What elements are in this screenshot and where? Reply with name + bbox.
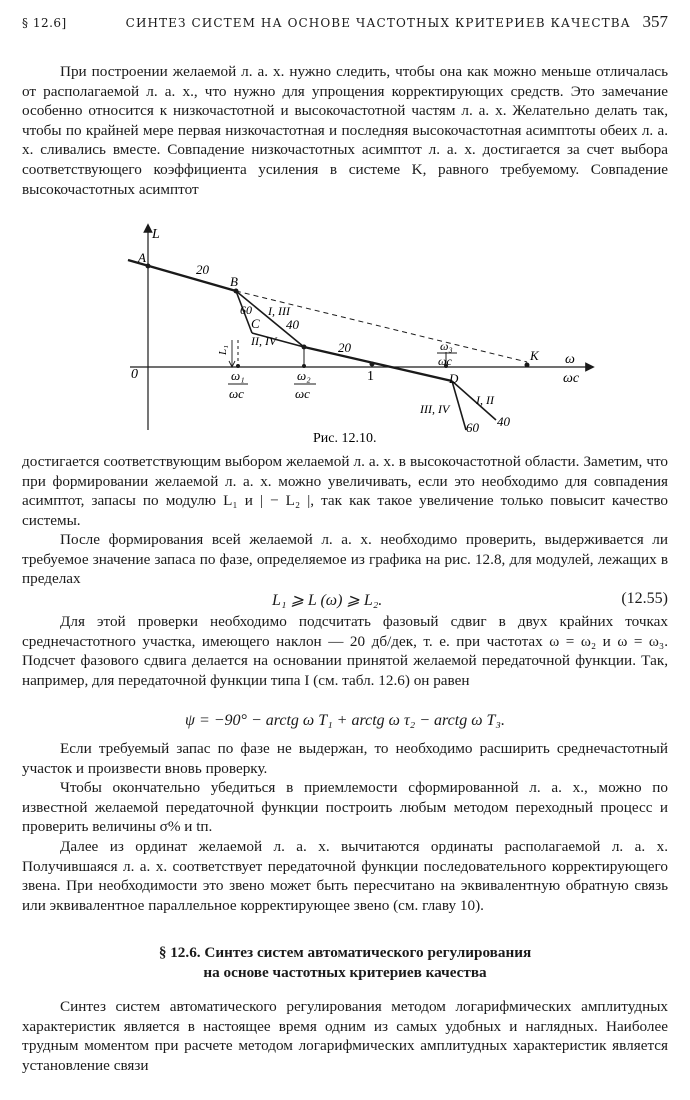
- wx-denominator: ωc: [563, 371, 580, 386]
- paragraph-5: Если требуемый запас по фазе не выдержан, то необходимо расширить среднечастотный участок и произвести вновь проверку.: [22, 740, 668, 777]
- figure-12-10: [100, 222, 600, 452]
- w1-numerator: ω₁: [231, 368, 245, 383]
- header-title: СИНТЕЗ СИСТЕМ НА ОСНОВЕ ЧАСТОТНЫХ КРИТЕРИЕВ КАЧЕСТВА: [125, 16, 631, 30]
- formula-phase: [22, 712, 668, 730]
- paragraph-4: Для этой проверки необходимо подсчитать фазовый сдвиг в двух крайних точках среднечастотного участка, имеющего наклон — 20 дб/дек, т. е. при частотах ω = ω₂ и ω = ω₃. Подсчет фазового сдвига делается на основании принятой желаемой передаточной функции. Так, например, для передаточной функции типа I (см. табл. 12.6) он равен: [22, 613, 668, 689]
- label-l-axis: L: [152, 227, 160, 242]
- paragraph-3: После формирования всей желаемой л. а. х. необходимо проверить, выдерживается ли требуемое значение запаса по фазе, определяемое из графика на рис. 12.8, для модулей, лежащих в пределах: [22, 531, 668, 588]
- section-heading-line-1: § 12.6. Синтез систем автоматического регулирования: [158, 944, 532, 961]
- w2-denominator: ωc: [295, 386, 310, 401]
- roman-1-2: I, II: [476, 393, 494, 407]
- point-b: [234, 289, 239, 294]
- paragraph-6: Чтобы окончательно убедиться в приемлемости сформированной л. а. х., можно по известной желаемой передаточной функции построить любым методом переходный процесс и проверить величины σ% и tп.: [22, 779, 668, 836]
- label-d: D: [449, 371, 459, 386]
- w3-numerator: ω₃: [440, 339, 453, 353]
- slope-60-lower: 60: [466, 420, 479, 435]
- w1-denominator: ωc: [229, 386, 244, 401]
- formula-12-55-body: L₁ ⩾ L (ω) ⩾ L₂.: [272, 592, 383, 609]
- point-k: [525, 363, 530, 368]
- slope-20-top: 20: [196, 262, 209, 277]
- roman-3-4: III, IV: [420, 402, 450, 416]
- paragraph-1: При построении желаемой л. а. х. нужно следить, чтобы она как можно меньше отличалась от располагаемой л. а. х., что нужно для упрощения корректирующих средств. Это замечание особенно относится к низкочастотной и высокочастотной частям л. а. х. Желательно делать так, чтобы по крайней мере первая низкочастотная и последняя высокочастотная асимптоты обеих л. а. х. сливались вместе. Совпадение низкочастотных асимптот л. а. х. достигается за счет выбора соответствующего коэффициента усиления в системе K, равного требуемому. Совпадение высокочастотных асимптот: [22, 63, 668, 198]
- w3-denominator: ωc: [438, 354, 452, 368]
- slope-40-upper: 40: [286, 317, 299, 332]
- label-zero: 0: [131, 367, 138, 382]
- roman-1-3: I, III: [268, 304, 290, 318]
- paragraph-7: Далее из ординат желаемой л. а. х. вычитаются ординаты располагаемой л. а. х. Получившаяся л. а. х. соответствует передаточной функции последовательного корректирующего звена. При необходимости это звено может быть пересчитано на эквивалентную обратную связь или эквивалентное параллельное корректирующее звено (см. главу 10).: [22, 838, 668, 914]
- header-section: § 12.6]: [22, 16, 67, 30]
- point-a: [146, 264, 151, 269]
- paragraph-2: достигается соответствующим выбором желаемой л. а. х. в высокочастотной области. Заметим, что при формировании желаемой л. а. х. можно увеличивать, если это необходимо для совпадения асимптот, запасы по модулю L₁ и | − L₂ |, так как такое увеличение только повысит качество системы.: [22, 453, 668, 529]
- figure-caption: Рис. 12.10.: [313, 431, 377, 446]
- slope-40-lower: 40: [497, 414, 510, 429]
- wx-numerator: ω: [565, 352, 575, 367]
- point-one: [370, 362, 375, 367]
- slope-60-upper: 60: [240, 303, 252, 317]
- point-w2: [302, 345, 307, 350]
- label-k: K: [530, 348, 539, 363]
- roman-2-4: II, IV: [251, 334, 277, 348]
- paragraph-8: Синтез систем автоматического регулирования методом логарифмических амплитудных характеристик является в настоящее время одним из самых удобных и наглядных. Наиболее трудным моментом при расчете методом логарифмических амплитудных характеристик является установление связи: [22, 998, 668, 1074]
- lax-segment-mid-d: [304, 347, 452, 381]
- label-c: C: [251, 316, 260, 331]
- section-heading-line-2: на основе частотных критериев качества: [203, 964, 487, 981]
- label-one: 1: [367, 369, 374, 384]
- label-l1-mark: L₁: [217, 345, 229, 355]
- lax-segment-d-60: [452, 381, 466, 430]
- label-a: A: [138, 250, 146, 265]
- slope-20-mid: 20: [338, 340, 351, 355]
- running-header: [22, 12, 668, 34]
- section-heading: [22, 943, 668, 983]
- formula-12-55-number: (12.55): [621, 590, 668, 607]
- page-number: 357: [642, 12, 668, 31]
- formula-phase-body: ψ = −90° − arctg ω T₁ + arctg ω τ₂ − arctg ω T₃.: [185, 712, 505, 729]
- w2-numerator: ω₂: [297, 368, 311, 383]
- label-b: B: [230, 274, 238, 289]
